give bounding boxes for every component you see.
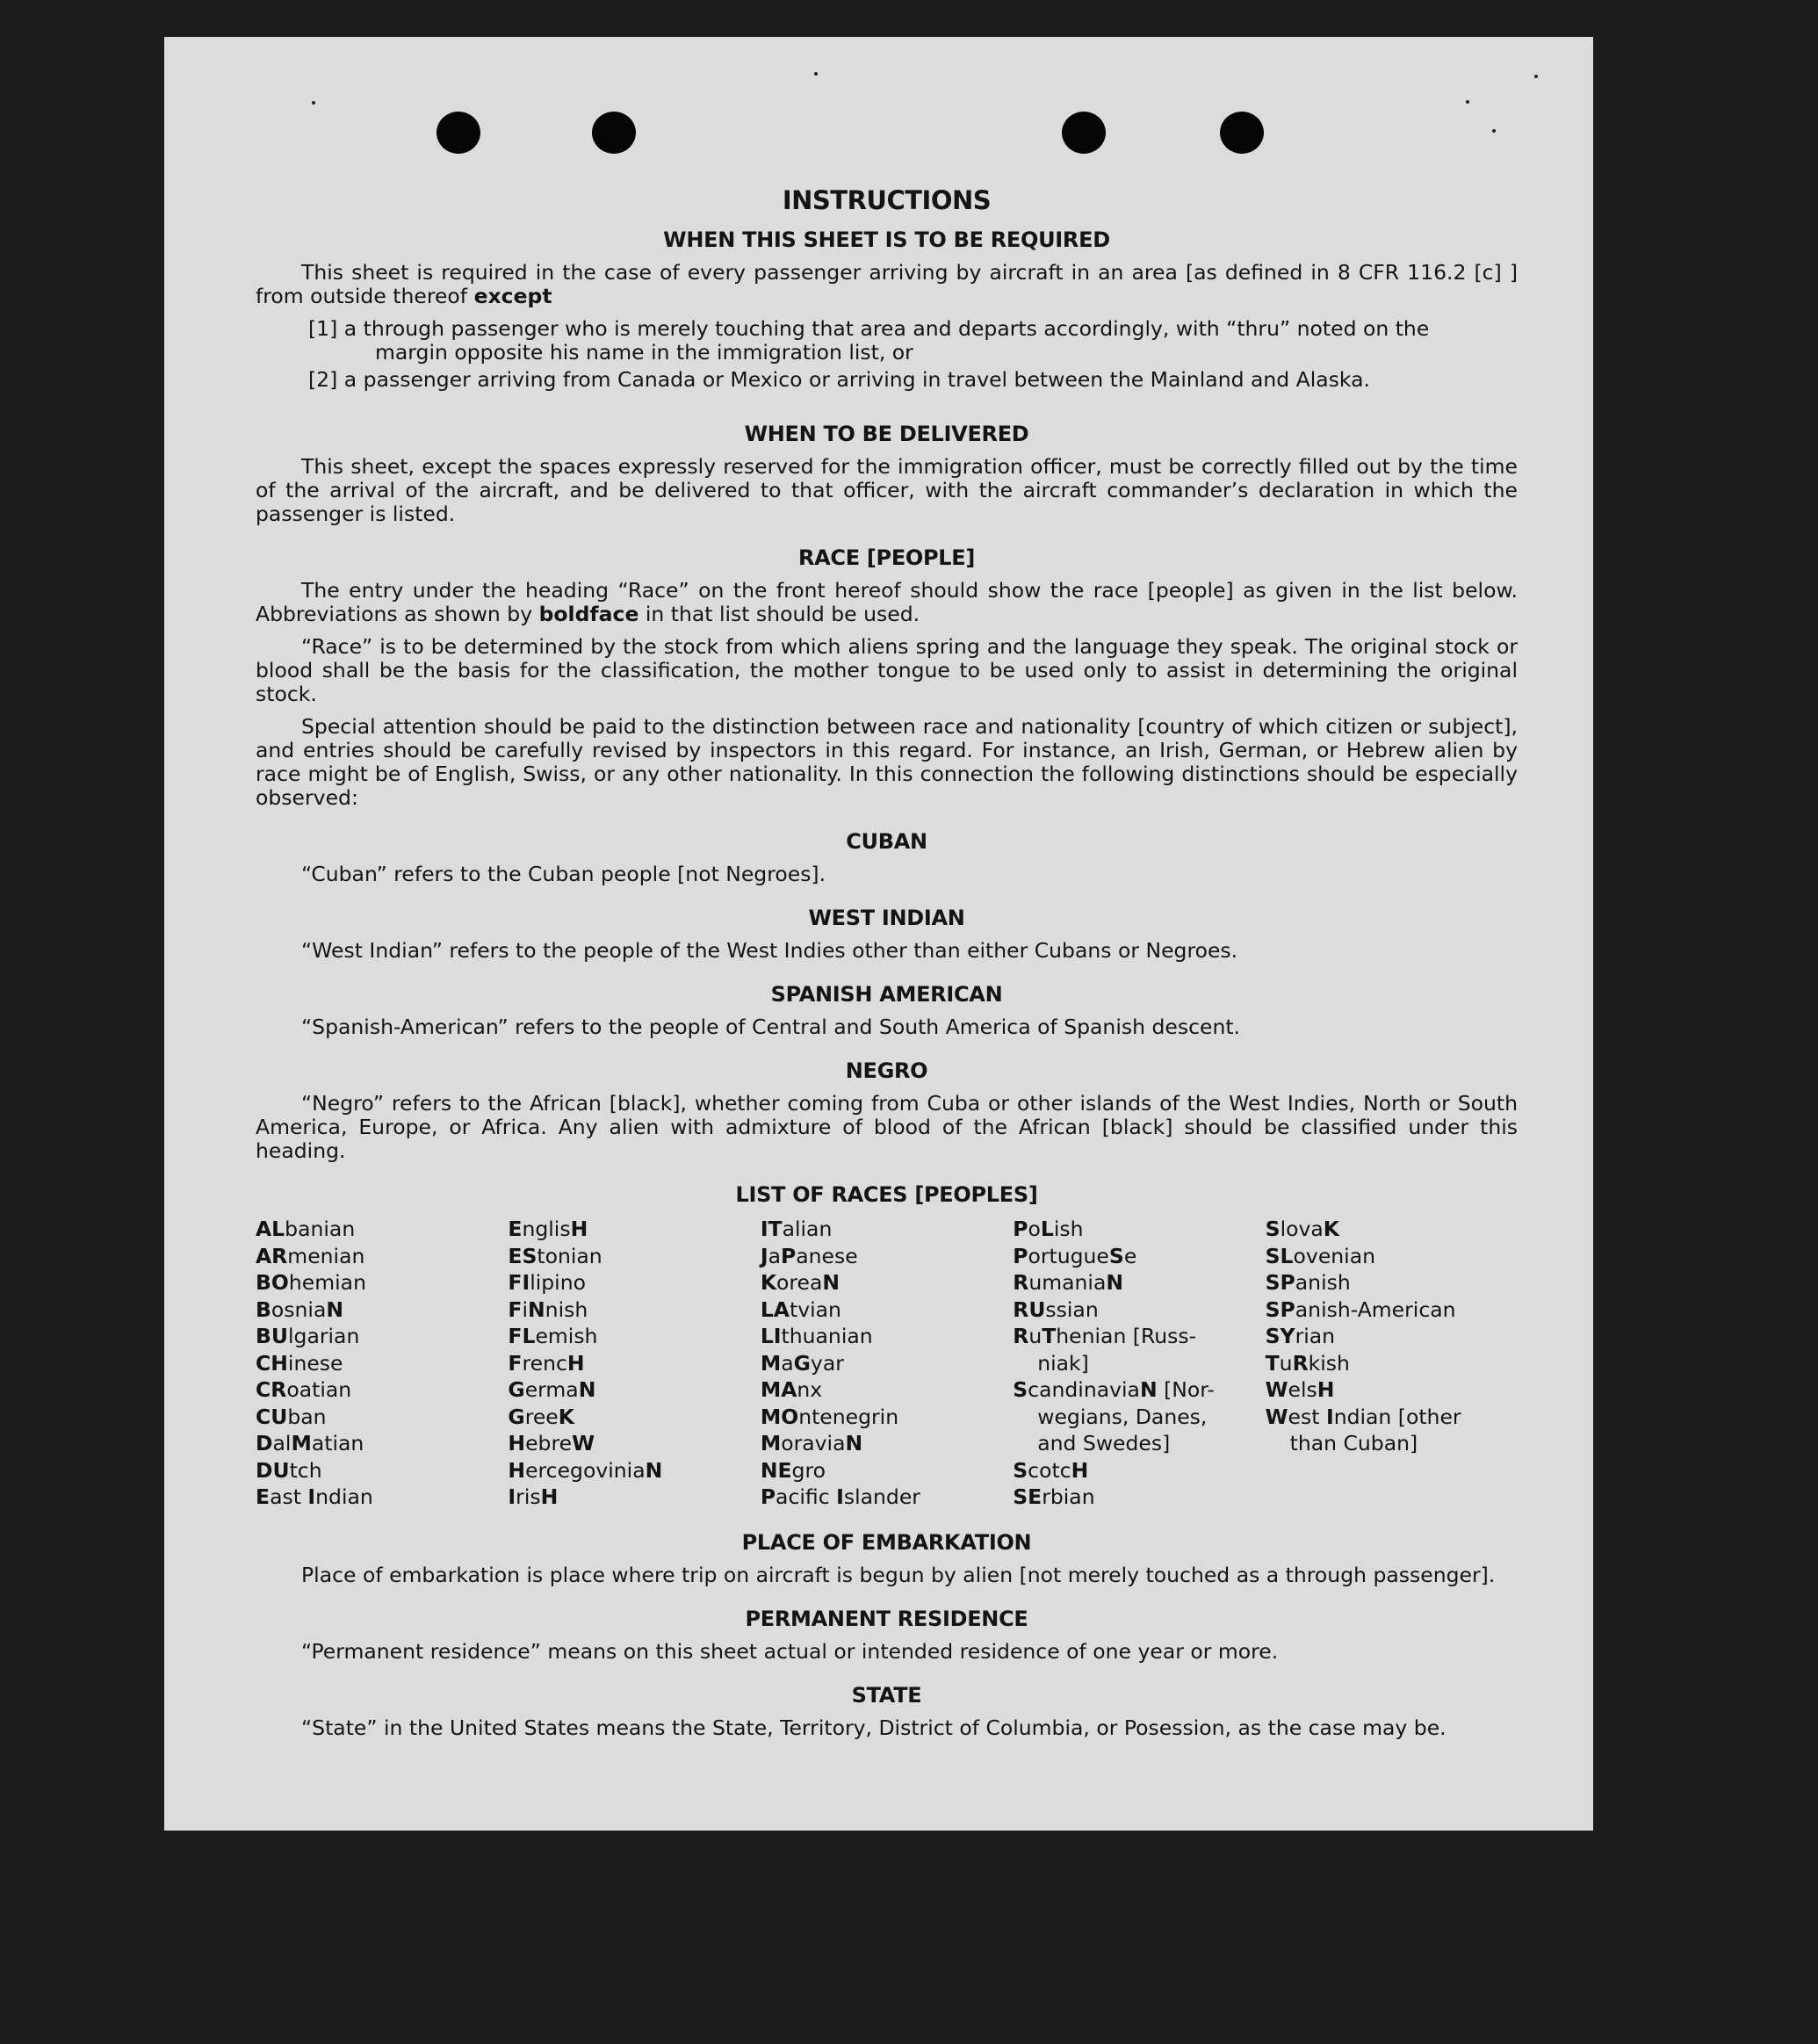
race-column: [761, 1216, 1013, 1511]
speck: [1534, 75, 1538, 78]
race-entry: CHinese: [256, 1350, 343, 1376]
race-entry: SPanish-American: [1265, 1296, 1456, 1322]
speck: [1466, 100, 1469, 104]
race-entry: BOhemian: [256, 1270, 366, 1295]
punch-hole: [1220, 112, 1264, 154]
section-heading-west-indian: WEST INDIAN: [808, 906, 965, 930]
race-entry: DUtch: [256, 1457, 322, 1483]
delivered-text: This sheet, except the spaces expressly reserved for the immigration officer, must be correctly filled out by the time of the arrival of the aircraft, and be delivered to that officer, with the aircraft commander’s declaration in which the passenger is listed.: [256, 454, 1518, 526]
race-entry: wegians, Danes,: [1037, 1404, 1208, 1429]
race-column: [508, 1216, 760, 1511]
race-entry: niak]: [1037, 1350, 1089, 1376]
race-entry: DalMatian: [256, 1431, 364, 1455]
negro-text: “Negro” refers to the African [black], whether coming from Cuba or other islands of the West Indies, North or South America, Europe, or Africa. Any alien with admixture of blood of the African [black] should be classified under this heading.: [256, 1091, 1518, 1163]
race-entry: WelsH: [1265, 1377, 1335, 1402]
section-heading-list: LIST OF RACES [PEOPLES]: [735, 1182, 1038, 1207]
race-entry: PortugueSe: [1013, 1243, 1137, 1268]
exception-item: [1] a through passenger who is merely touching that area and departs accordingly, with “thru” noted on the margin opposite his name in the immigration list, or: [308, 316, 1430, 365]
race-paragraph: “Race” is to be determined by the stock from which aliens spring and the language they speak. The original stock or blood shall be the basis for the classification, the mother tongue to be used only to assist in determining the original stock.: [256, 634, 1518, 706]
punch-hole: [592, 112, 636, 154]
instruction-sheet: [164, 37, 1593, 1831]
race-entry: IrisH: [508, 1484, 559, 1509]
race-entry: HercegoviniaN: [508, 1457, 663, 1483]
race-entry: MoraviaN: [760, 1431, 863, 1455]
residence-text: “Permanent residence” means on this sheet actual or intended residence of one year or more.: [301, 1638, 1279, 1664]
race-entry: RUssian: [1013, 1296, 1099, 1322]
race-column: [1266, 1216, 1518, 1511]
speck: [312, 101, 315, 105]
section-heading-delivered: WHEN TO BE DELIVERED: [744, 422, 1029, 446]
cuban-text: “Cuban” refers to the Cuban people [not Negroes].: [301, 862, 826, 886]
punch-hole: [1062, 112, 1106, 154]
race-entry: SLovenian: [1265, 1243, 1375, 1268]
west-indian-text: “West Indian” refers to the people of the West Indies other than either Cubans or Negroes.: [301, 938, 1238, 963]
race-entry: RuThenian [Russ-: [1013, 1324, 1197, 1348]
race-entry: PoLish: [1013, 1217, 1084, 1241]
speck: [1492, 129, 1496, 133]
race-entry: BosniaN: [256, 1296, 344, 1322]
race-entry: ScandinaviaN [Nor-: [1013, 1377, 1215, 1402]
race-entry: ARmenian: [256, 1243, 365, 1268]
spanish-american-text: “Spanish-American” refers to the people of Central and South America of Spanish descent.: [301, 1015, 1241, 1039]
race-entry: East Indian: [256, 1484, 373, 1509]
page-title: INSTRUCTIONS: [782, 185, 992, 215]
race-entry: ScotcH: [1013, 1457, 1089, 1483]
race-entry: RumaniaN: [1013, 1270, 1124, 1295]
race-entry: and Swedes]: [1037, 1431, 1171, 1455]
race-list: [256, 1216, 1518, 1511]
embarkation-text: Place of embarkation is place where trip on aircraft is begun by alien [not merely touched as a through passenger].: [301, 1562, 1496, 1587]
race-entry: SlovaK: [1265, 1217, 1339, 1241]
punch-hole: [436, 112, 480, 154]
speck: [814, 72, 818, 76]
race-column: [1013, 1216, 1265, 1511]
race-entry: EStonian: [508, 1243, 602, 1268]
section-heading-race: RACE [PEOPLE]: [797, 545, 976, 570]
state-text: “State” in the United States means the State, Territory, District of Columbia, or Posession, as the case may be.: [301, 1715, 1446, 1740]
race-entry: MaGyar: [760, 1350, 844, 1376]
section-heading-residence: PERMANENT RESIDENCE: [745, 1606, 1028, 1631]
section-heading-cuban: CUBAN: [846, 829, 927, 854]
race-entry: ALbanian: [256, 1217, 356, 1241]
race-entry: West Indian [other: [1265, 1404, 1461, 1429]
race-paragraph: Special attention should be paid to the distinction between race and nationality [country of which citizen or subject], and entries should be carefully revised by inspectors in this regard. For instance, an Irish, German, or Hebrew alien by race might be of English, Swiss, or any other nationality. In this connection the following distinctions should be especially observed:: [256, 714, 1518, 810]
race-entry: JaPanese: [760, 1243, 858, 1268]
required-intro: This sheet is required in the case of every passenger arriving by aircraft in an area [as defined in 8 CFR 116.2 [c] ] from outside thereof except: [256, 260, 1518, 308]
race-entry: LAtvian: [760, 1296, 841, 1322]
section-heading-embarkation: PLACE OF EMBARKATION: [741, 1529, 1032, 1555]
race-entry: FiNnish: [508, 1296, 588, 1322]
race-entry: LIthuanian: [760, 1324, 873, 1348]
race-entry: Pacific Islander: [760, 1484, 920, 1509]
race-entry: GermaN: [508, 1377, 596, 1402]
race-entry: CRoatian: [256, 1377, 352, 1402]
race-entry: NEgro: [760, 1457, 826, 1483]
race-entry: FrencH: [508, 1350, 585, 1376]
race-entry: MOntenegrin: [760, 1404, 899, 1429]
race-entry: TuRkish: [1265, 1350, 1350, 1376]
race-entry: ITalian: [760, 1217, 833, 1241]
race-entry: BUlgarian: [256, 1324, 360, 1348]
section-heading-required: WHEN THIS SHEET IS TO BE REQUIRED: [663, 228, 1110, 252]
race-paragraph: The entry under the heading “Race” on the front hereof should show the race [people] as given in the list below. Abbreviations as shown by boldface in that list should be used.: [256, 578, 1518, 626]
race-entry: KoreaN: [760, 1270, 840, 1295]
section-heading-negro: NEGRO: [845, 1058, 928, 1083]
race-entry: than Cuban]: [1289, 1431, 1418, 1455]
race-column: [256, 1216, 508, 1511]
race-entry: SYrian: [1265, 1324, 1336, 1348]
race-entry: MAnx: [760, 1377, 823, 1402]
section-heading-state: STATE: [851, 1682, 922, 1708]
race-entry: HebreW: [508, 1431, 595, 1455]
race-entry: SErbian: [1013, 1484, 1095, 1509]
race-entry: EnglisH: [508, 1217, 588, 1241]
race-entry: FIlipino: [508, 1270, 586, 1295]
race-entry: CUban: [256, 1404, 327, 1429]
race-entry: FLemish: [508, 1324, 598, 1348]
race-entry: SPanish: [1265, 1270, 1351, 1295]
section-heading-spanish-american: SPANISH AMERICAN: [770, 982, 1003, 1007]
race-entry: GreeK: [508, 1404, 574, 1429]
exception-item: [2] a passenger arriving from Canada or Mexico or arriving in travel between the Mainland and Alaska.: [308, 367, 1370, 392]
